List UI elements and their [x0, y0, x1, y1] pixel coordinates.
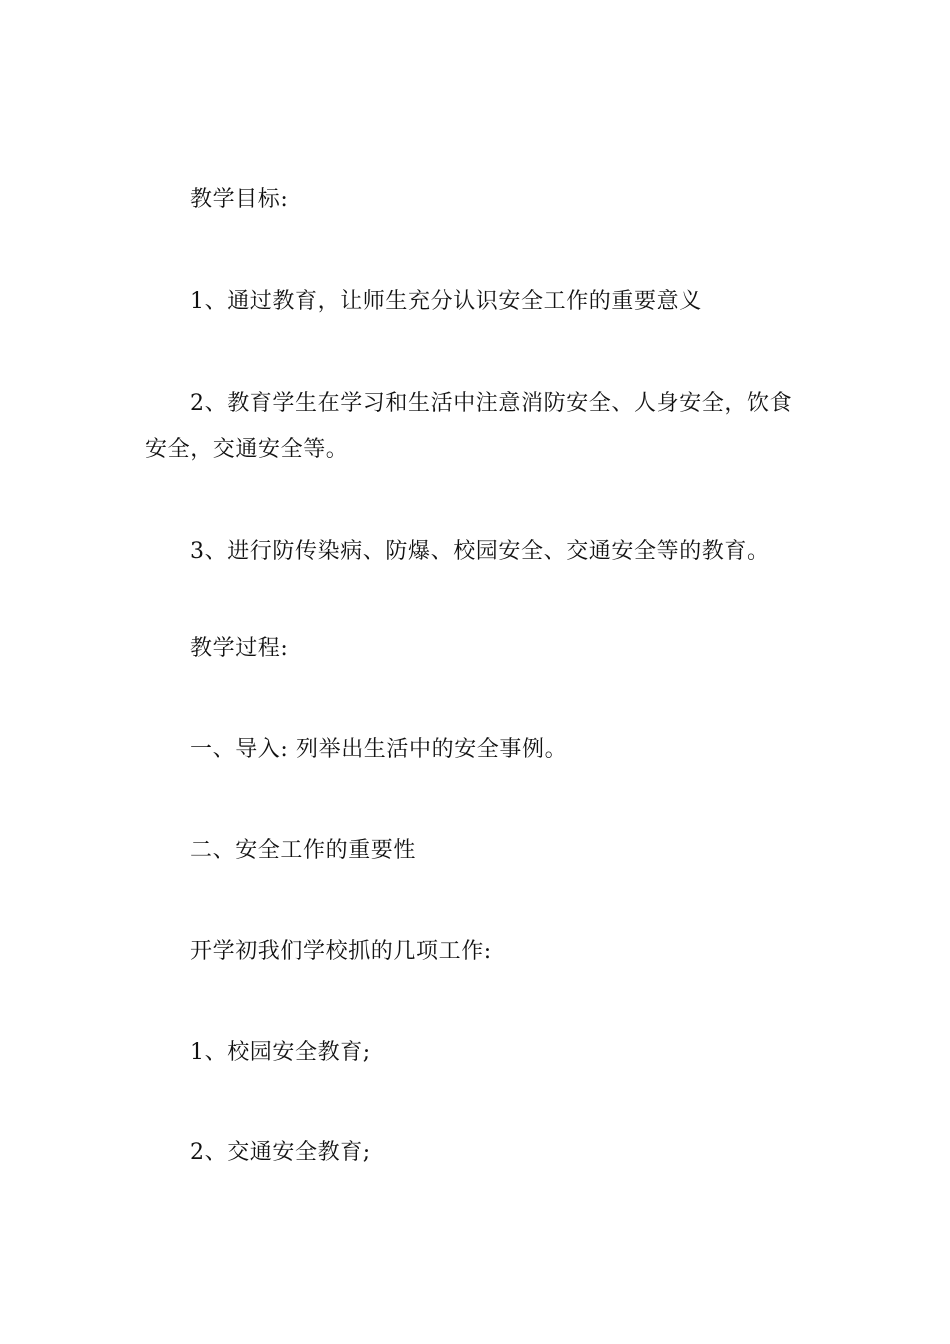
process-step-1: 一、导入: 列举出生活中的安全事例。	[190, 737, 568, 762]
school-work-intro: 开学初我们学校抓的几项工作:	[190, 939, 492, 964]
goal-item-3: 3、进行防传染病、防爆、校园安全、交通安全等的教育。	[190, 539, 770, 564]
goal-item-2: 2、教育学生在学习和生活中注意消防安全、人身安全，饮食安全，交通安全等。	[145, 391, 793, 462]
section-heading-teaching-goals: 教学目标:	[190, 187, 289, 212]
process-step-2: 二、安全工作的重要性	[190, 838, 417, 863]
school-work-item-2: 2、交通安全教育;	[190, 1140, 371, 1165]
section-heading-teaching-process: 教学过程:	[190, 636, 289, 661]
goal-item-1: 1、通过教育，让师生充分认识安全工作的重要意义	[190, 289, 702, 314]
school-work-item-1: 1、校园安全教育;	[190, 1040, 371, 1065]
